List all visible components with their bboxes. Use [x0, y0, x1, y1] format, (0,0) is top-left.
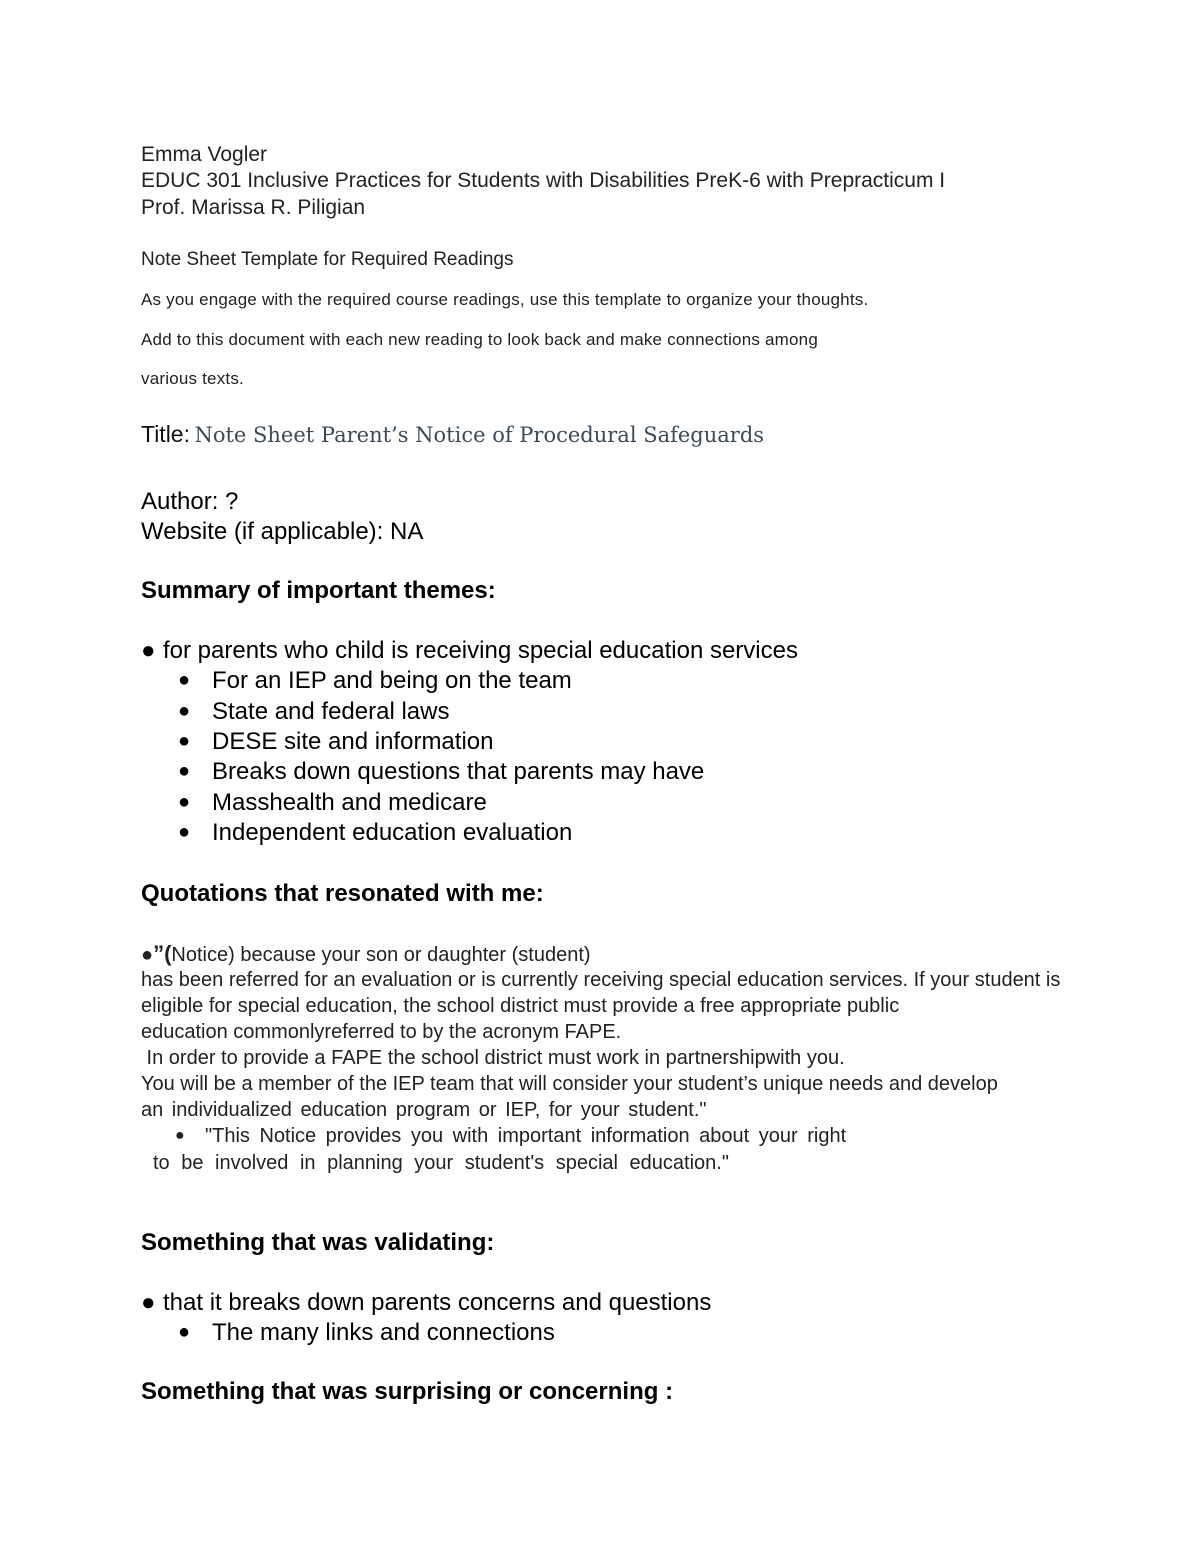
student-name: Emma Vogler: [141, 143, 268, 166]
summary-sub-bullet: [178, 730, 493, 754]
title-label: Title:: [141, 421, 190, 447]
bullet-icon: ●: [178, 760, 191, 782]
summary-sub-text: State and federal laws: [212, 698, 450, 725]
quote-line: In order to provide a FAPE the school district must work in partnershipwith you.: [141, 1047, 845, 1069]
summary-sub-text: For an IEP and being on the team: [212, 667, 572, 694]
author-line: Author: ?: [141, 488, 239, 515]
bullet-icon: ●: [141, 1289, 156, 1316]
summary-sub-bullet: [178, 821, 572, 845]
quote-line: education commonlyreferred to by the acronym FAPE.: [141, 1021, 622, 1043]
summary-sub-text: Breaks down questions that parents may have: [212, 758, 705, 785]
summary-main-bullet: [141, 639, 798, 663]
website-line: Website (if applicable): NA: [141, 518, 424, 545]
bullet-icon: ●: [178, 821, 191, 843]
bullet-icon: ●: [175, 1127, 185, 1144]
quote-first-line: [141, 943, 591, 965]
course-title: EDUC 301 Inclusive Practices for Students with Disabilities PreK-6 with Prepracticum I: [141, 169, 946, 192]
quote-line: Notice) because your son or daughter (student): [171, 944, 591, 966]
validating-main-text: that it breaks down parents concerns and questions: [163, 1289, 712, 1316]
instruction-2a: Add to this document with each new reading to look back and make connections among: [141, 330, 818, 349]
summary-sub-text: DESE site and information: [212, 728, 494, 755]
validating-sub-bullet: [178, 1321, 555, 1345]
quotations-heading: Quotations that resonated with me:: [141, 880, 544, 907]
summary-sub-bullet: [178, 700, 449, 724]
summary-heading: Summary of important themes:: [141, 577, 496, 604]
summary-sub-text: Masshealth and medicare: [212, 789, 487, 816]
bullet-icon: ●: [178, 700, 191, 722]
validating-main-bullet: [141, 1291, 711, 1315]
bullet-icon: ●: [178, 730, 191, 752]
summary-sub-bullet: [178, 669, 572, 693]
instruction-1: As you engage with the required course readings, use this template to organize your thoughts.: [141, 290, 869, 309]
reading-title: [141, 423, 764, 446]
summary-main-text: for parents who child is receiving special education services: [163, 637, 798, 664]
quote-sub-text: "This Notice provides you with important information about your right: [205, 1125, 847, 1147]
bullet-icon: ●: [178, 791, 191, 813]
quote-line: eligible for special education, the school district must provide a free appropriate public: [141, 995, 900, 1017]
surprising-heading: Something that was surprising or concerning :: [141, 1378, 674, 1405]
template-heading: Note Sheet Template for Required Readings: [141, 249, 514, 270]
quote-sub-line: to be involved in planning your student's special education.": [153, 1152, 729, 1174]
bullet-icon: ●: [178, 1321, 191, 1343]
quote-open: ”(: [153, 941, 172, 966]
quote-line: You will be a member of the IEP team that will consider your student’s unique needs and develop: [141, 1073, 998, 1095]
quote-line: has been referred for an evaluation or is currently receiving special education services. If your student is: [141, 969, 1061, 991]
bullet-icon: ●: [141, 637, 156, 664]
validating-heading: Something that was validating:: [141, 1229, 495, 1256]
title-value: Note Sheet Parent’s Notice of Procedural Safeguards: [194, 423, 765, 447]
quote-line: an individualized education program or IEP, for your student.": [141, 1099, 707, 1121]
instruction-2b: various texts.: [141, 369, 244, 388]
quote-sub-bullet: [175, 1126, 846, 1146]
bullet-icon: ●: [178, 669, 191, 691]
summary-sub-bullet: [178, 791, 487, 815]
professor-name: Prof. Marissa R. Piligian: [141, 196, 366, 219]
summary-sub-bullet: [178, 760, 704, 784]
summary-sub-text: Independent education evaluation: [212, 819, 573, 846]
validating-sub-text: The many links and connections: [212, 1319, 555, 1346]
bullet-icon: ●: [141, 944, 154, 966]
